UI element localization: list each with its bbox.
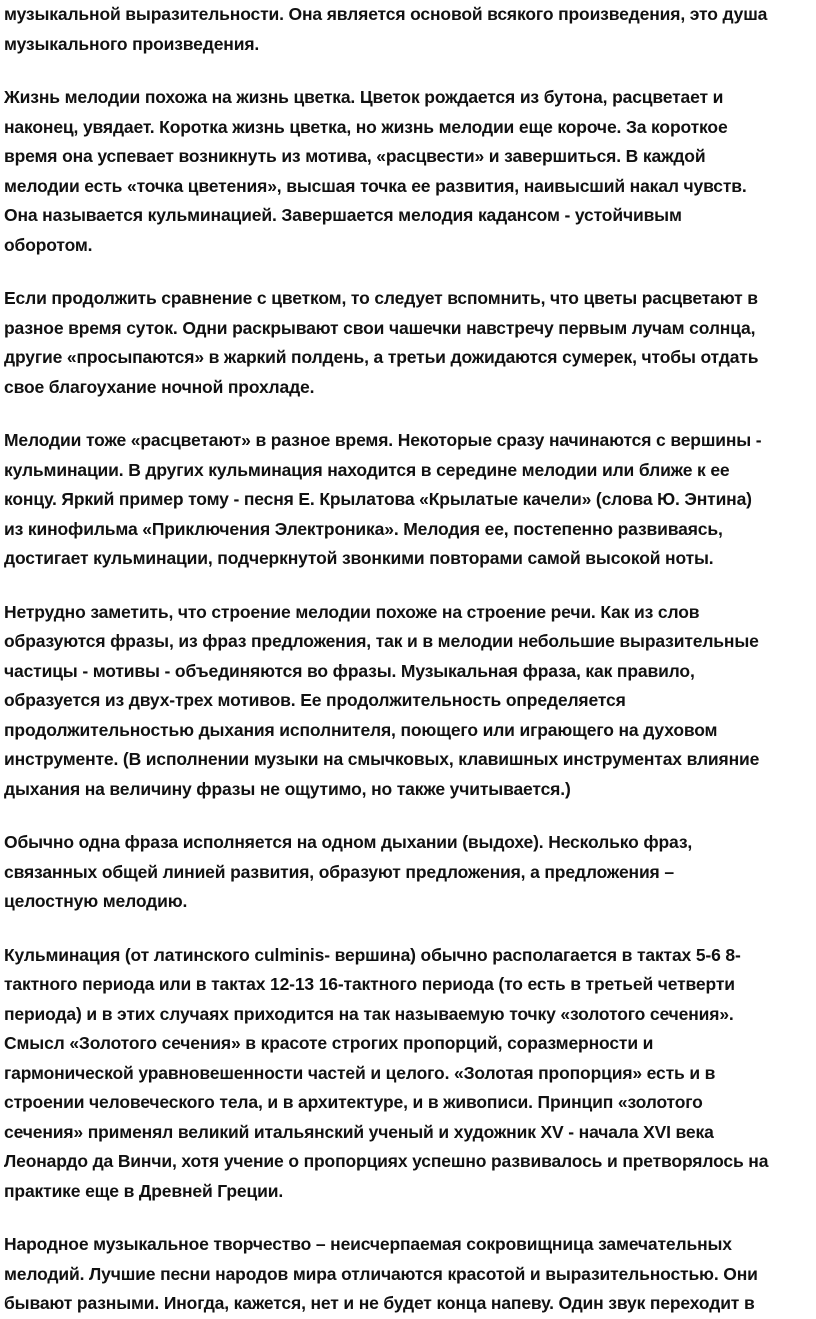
text-line: оборотом. [4,234,93,255]
text-line: практике еще в Древней Греции. [4,1180,284,1201]
text-line: частицы - мотивы - объединяются во фразы. Музыкальная фраза, как правило, [4,660,695,681]
text-line: Леонардо да Винчи, хотя учение о пропорциях успешно развивалось и претворялось на [4,1151,769,1171]
text-line: образуется из двух-трех мотивов. Ее продолжительность определяется [4,690,626,710]
text-line: другие «просыпаются» в жаркий полдень, а третьи дожидаются сумерек, чтобы отдать [4,347,759,367]
paragraph [4,83,810,260]
text-line: Обычно одна фраза исполняется на одном дыхании (выдохе). Несколько фраз, [4,832,693,852]
text-line: свое благоухание ночной прохладе. [4,376,315,397]
paragraph [4,0,810,59]
paragraph [4,828,810,917]
text-line: продолжительностью дыхания исполнителя, поющего или играющего на духовом [4,719,718,740]
text-line: инструменте. (В исполнении музыки на смычковых, клавишных инструментах влияние [4,749,760,769]
paragraph [4,598,810,805]
paragraph [4,426,810,574]
text-line: образуются фразы, из фраз предложения, так и в мелодии небольшие выразительные [4,631,759,651]
text-line: разное время суток. Одни раскрывают свои чашечки навстречу первым лучам солнца, [4,317,756,338]
text-line: Если продолжить сравнение с цветком, то следует вспомнить, что цветы расцветают в [4,288,758,308]
text-line: достигает кульминации, подчеркнутой звонкими повторами самой высокой ноты. [4,548,714,568]
text-line: Жизнь мелодии похожа на жизнь цветка. Цветок рождается из бутона, расцветает и [4,87,724,107]
text-line: мелодии есть «точка цветения», высшая точка ее развития, наивысший накал чувств. [4,175,747,196]
text-line: дыхания на величину фразы не ощутимо, но также учитывается.) [4,778,571,799]
text-line: наконец, увядает. Коротка жизнь цветка, но жизнь мелодии еще короче. За короткое [4,116,728,137]
text-line: связанных общей линией развития, образуют предложения, а предложения – [4,861,674,882]
text-line: время она успевает возникнуть из мотива, «расцвести» и завершиться. В каждой [4,146,706,166]
paragraph [4,1230,810,1319]
text-line: Мелодии тоже «расцветают» в разное время. Некоторые сразу начинаются с вершины - [4,430,762,450]
text-line: сечения» применял великий итальянский ученый и художник XV - начала XVI века [4,1121,714,1142]
text-line: мелодий. Лучшие песни народов мира отличаются красотой и выразительностью. Они [4,1263,758,1284]
text-line: периода) и в этих случаях приходится на так называемую точку «золотого сечения». [4,1003,734,1024]
text-line: кульминации. В других кульминация находится в середине мелодии или ближе к ее [4,459,730,480]
text-line: концу. Яркий пример тому - песня Е. Крылатова «Крылатые качели» (слова Ю. Энтина) [4,489,752,509]
paragraph [4,941,810,1207]
paragraph [4,284,810,402]
text-line: Смысл «Золотого сечения» в красоте строгих пропорций, соразмерности и [4,1033,654,1053]
text-line: из кинофильма «Приключения Электроника». Мелодия ее, постепенно развиваясь, [4,518,723,539]
text-line: Нетрудно заметить, что строение мелодии похоже на строение речи. Как из слов [4,601,700,622]
text-line: Она называется кульминацией. Завершается мелодия кадансом - устойчивым [4,205,682,225]
text-line: гармонической уравновешенности частей и целого. «Золотая пропорция» есть и в [4,1062,716,1083]
text-line: Кульминация (от латинского culminis- вершина) обычно располагается в тактах 5-6 8- [4,944,741,965]
text-line: музыкального произведения. [4,33,260,54]
text-line: строении человеческого тела, и в архитектуре, и в живописи. Принцип «золотого [4,1092,703,1112]
text-line: Народное музыкальное творчество – неисчерпаемая сокровищница замечательных [4,1234,732,1254]
text-line: целостную мелодию. [4,891,188,911]
text-line: тактного периода или в тактах 12-13 16-тактного периода (то есть в третьей четверти [4,974,735,994]
text-line: музыкальной выразительности. Она является основой всякого произведения, это душа [4,4,768,24]
text-line: бывают разными. Иногда, кажется, нет и не будет конца напеву. Один звук переходит в [4,1293,755,1313]
